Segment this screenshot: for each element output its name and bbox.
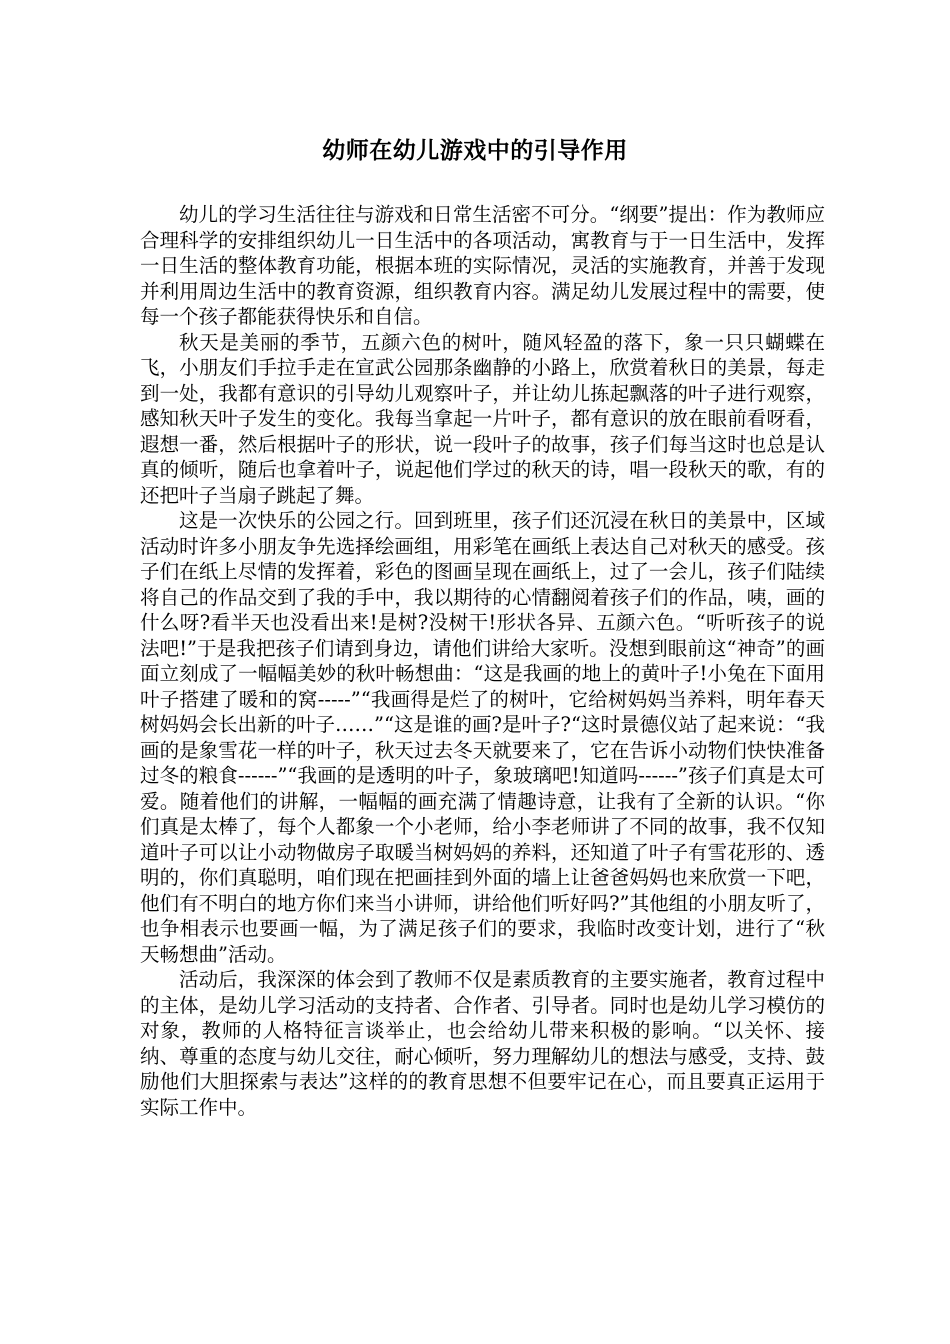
document-title: 幼师在幼儿游戏中的引导作用 (322, 138, 628, 164)
paragraph-2: 秋天是美丽的季节，五颜六色的树叶，随风轻盈的落下，象一只只蝴蝶在飞，小朋友们手拉手走在宣武公园那条幽静的小路上，欣赏着秋日的美景，每走到一处，我都有意识的引导幼儿观察叶子，并让幼儿拣起飘落的叶子进行观察，感知秋天叶子发生的变化。我每当拿起一片叶子，都有意识的放在眼前看呀看，遐想一番，然后根据叶子的形状，说一段叶子的故事，孩子们每当这时也总是认真的倾听，随后也拿着叶子，说起他们学过的秋天的诗，唱一段秋天的歌，有的还把叶子当扇子跳起了舞。 (140, 330, 825, 507)
paragraph-4: 活动后，我深深的体会到了教师不仅是素质教育的主要实施者，教育过程中的主体，是幼儿学习活动的支持者、合作者、引导者。同时也是幼儿学习模仿的对象，教师的人格特征言谈举止，也会给幼儿带来积极的影响。“以关怀、接纳、尊重的态度与幼儿交往，耐心倾听，努力理解幼儿的想法与感受，支持、鼓励他们大胆探索与表达”这样的的教育思想不但要牢记在心，而且要真正运用于实际工作中。 (140, 968, 825, 1119)
paragraph-1: 幼儿的学习生活往往与游戏和日常生活密不可分。“纲要”提出：作为教师应合理科学的安排组织幼儿一日生活中的各项活动，寓教育与于一日生活中，发挥一日生活的整体教育功能，根据本班的实际情况，灵活的实施教育，并善于发现并利用周边生活中的教育资源，组织教育内容。满足幼儿发展过程中的需要，使每一个孩子都能获得快乐和自信。 (140, 203, 825, 328)
document-body (140, 202, 825, 1120)
paragraph-3: 这是一次快乐的公园之行。回到班里，孩子们还沉浸在秋日的美景中，区域活动时许多小朋友争先选择绘画组，用彩笔在画纸上表达自己对秋天的感受。孩子们在纸上尽情的发挥着，彩色的图画呈现在画纸上，过了一会儿，孩子们陆续将自己的作品交到了我的手中，我以期待的心情翻阅着孩子们的作品，咦，画的什么呀?看半天也没看出来!是树?没树干!形状各异、五颜六色。“听听孩子的说法吧!”于是我把孩子们请到身边，请他们讲给大家听。没想到眼前这“神奇”的画面立刻成了一幅幅美妙的秋叶畅想曲：“这是我画的地上的黄叶子!小兔在下面用叶子搭建了暖和的窝-----”“我画得是烂了的树叶，它给树妈妈当养料，明年春天树妈妈会长出新的叶子……”“这是谁的画?是叶子?“这时景德仪站了起来说：“我画的是象雪花一样的叶子，秋天过去冬天就要来了，它在告诉小动物们快快准备过冬的粮食------”“我画的是透明的叶子，象玻璃吧!知道吗------”孩子们真是太可爱。随着他们的讲解，一幅幅的画充满了情趣诗意，让我有了全新的认识。“你们真是太棒了，每个人都象一个小老师，给小李老师讲了不同的故事，我不仅知道叶子可以让小动物做房子取暖当树妈妈的养料，还知道了叶子有雪花形的、透明的，你们真聪明，咱们现在把画挂到外面的墙上让爸爸妈妈也来欣赏一下吧，他们有不明白的地方你们来当小讲师，讲给他们听好吗?”其他组的小朋友听了，也争相表示也要画一幅，为了满足孩子们的要求，我临时改变计划，进行了“秋天畅想曲”活动。 (140, 509, 825, 966)
